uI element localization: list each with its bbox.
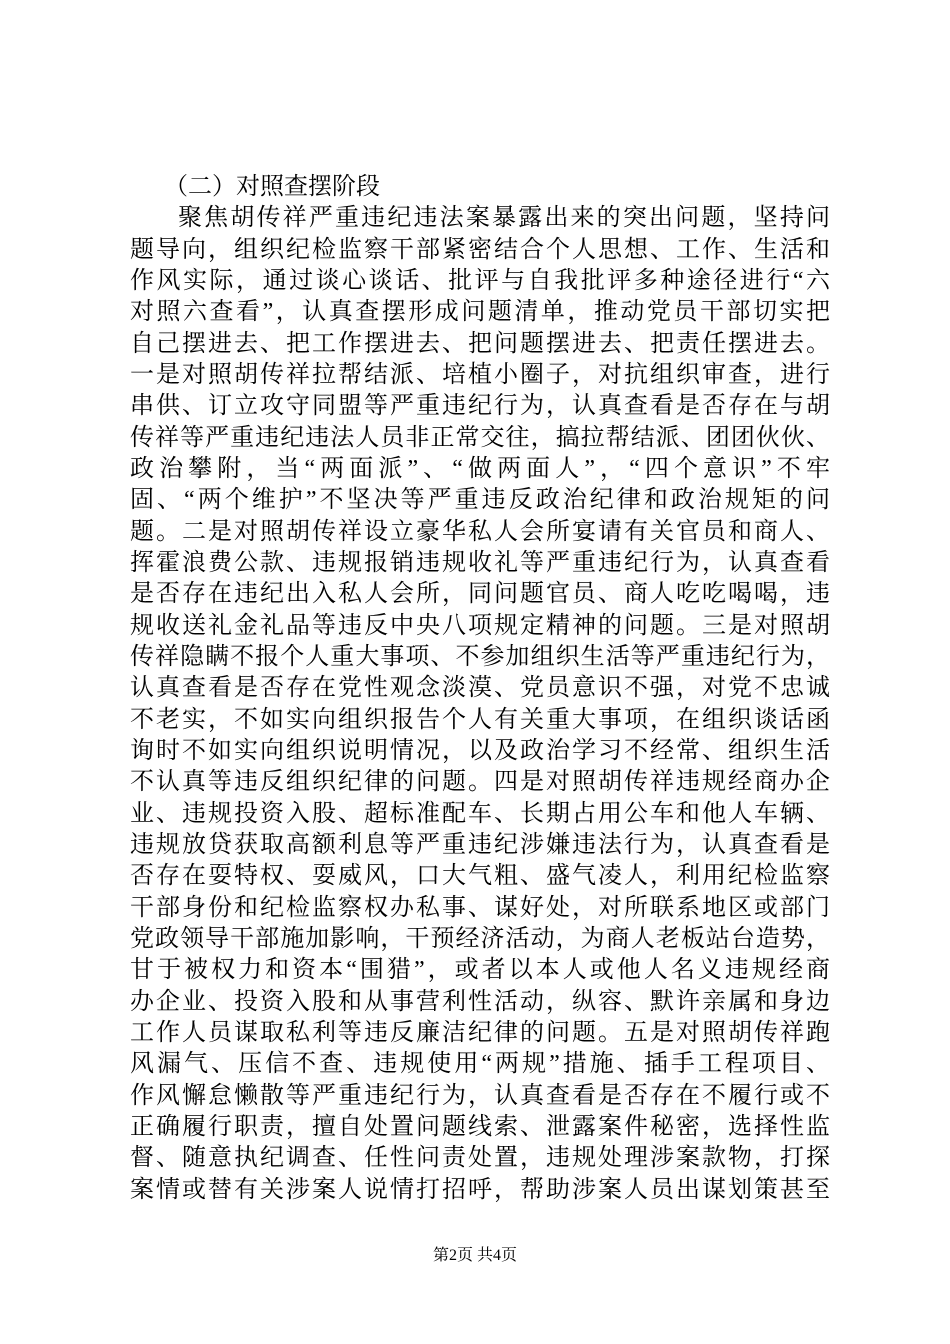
paragraph-line: 否存在耍特权、耍威风，口大气粗、盛气凌人，利用纪检监察 bbox=[130, 863, 830, 890]
paragraph-line: 是否存在违纪出入私人会所，同问题官员、商人吃吃喝喝，违 bbox=[130, 581, 830, 608]
paragraph-line: 一是对照胡传祥拉帮结派、培植小圈子，对抗组织审查，进行 bbox=[130, 361, 830, 388]
paragraph-line: 党政领导干部施加影响，干预经济活动，为商人老板站台造势， bbox=[130, 925, 830, 952]
paragraph-line: 作风实际，通过谈心谈话、批评与自我批评多种途径进行“六 bbox=[130, 267, 830, 294]
paragraph-line: 认真查看是否存在党性观念淡漠、党员意识不强，对党不忠诚 bbox=[130, 675, 830, 702]
paragraph-line: 正确履行职责，擅自处置问题线索、泄露案件秘密，选择性监 bbox=[130, 1113, 830, 1140]
paragraph-line: 挥霍浪费公款、违规报销违规收礼等严重违纪行为，认真查看 bbox=[130, 549, 830, 576]
paragraph-line: 固、“两个维护”不坚决等严重违反政治纪律和政治规矩的问 bbox=[130, 487, 830, 514]
body-text bbox=[130, 172, 830, 1206]
paragraph-line: 案情或替有关涉案人说情打招呼，帮助涉案人员出谋划策甚至 bbox=[130, 1176, 830, 1203]
section-heading: （二）对照查摆阶段 bbox=[164, 174, 380, 200]
paragraph-line: 督、随意执纪调查、任性问责处置，违规处理涉案款物，打探 bbox=[130, 1145, 830, 1172]
paragraph-line: 干部身份和纪检监察权办私事、谋好处，对所联系地区或部门 bbox=[130, 894, 830, 921]
paragraph-line: 自己摆进去、把工作摆进去、把问题摆进去、把责任摆进去。 bbox=[130, 330, 830, 357]
paragraph-line: 业、违规投资入股、超标准配车、长期占用公车和他人车辆、 bbox=[130, 800, 830, 827]
paragraph-line: 作风懈怠懒散等严重违纪行为，认真查看是否存在不履行或不 bbox=[130, 1082, 830, 1109]
paragraph-line: 题导向，组织纪检监察干部紧密结合个人思想、工作、生活和 bbox=[130, 236, 830, 263]
paragraph-line: 违规放贷获取高额利息等严重违纪涉嫌违法行为，认真查看是 bbox=[130, 831, 830, 858]
paragraph-line: 聚焦胡传祥严重违纪违法案暴露出来的突出问题，坚持问 bbox=[178, 205, 830, 232]
paragraph-line: 规收送礼金礼品等违反中央八项规定精神的问题。三是对照胡 bbox=[130, 612, 830, 639]
paragraph-line: 对照六查看”，认真查摆形成问题清单，推动党员干部切实把 bbox=[130, 299, 830, 326]
paragraph-line: 政治攀附，当“两面派”、“做两面人”，“四个意识”不牢 bbox=[130, 455, 830, 482]
paragraph-line: 工作人员谋取私利等违反廉洁纪律的问题。五是对照胡传祥跑 bbox=[130, 1019, 830, 1046]
page-number-footer: 第2页 共4页 bbox=[432, 1247, 517, 1264]
paragraph-line: 询时不如实向组织说明情况，以及政治学习不经常、组织生活 bbox=[130, 737, 830, 764]
paragraph-line: 传祥等严重违纪违法人员非正常交往，搞拉帮结派、团团伙伙、 bbox=[130, 424, 830, 451]
paragraph-line: 不认真等违反组织纪律的问题。四是对照胡传祥违规经商办企 bbox=[130, 769, 830, 796]
paragraph-line: 办企业、投资入股和从事营利性活动，纵容、默许亲属和身边 bbox=[130, 988, 830, 1015]
paragraph-line: 串供、订立攻守同盟等严重违纪行为，认真查看是否存在与胡 bbox=[130, 393, 830, 420]
paragraph-line: 不老实，不如实向组织报告个人有关重大事项，在组织谈话函 bbox=[130, 706, 830, 733]
paragraph-line: 传祥隐瞒不报个人重大事项、不参加组织生活等严重违纪行为， bbox=[130, 643, 830, 670]
paragraph-line: 题。二是对照胡传祥设立豪华私人会所宴请有关官员和商人、 bbox=[130, 518, 830, 545]
paragraph-line: 甘于被权力和资本“围猎”，或者以本人或他人名义违规经商 bbox=[130, 957, 830, 984]
paragraph-line: 风漏气、压信不查、违规使用“两规”措施、插手工程项目、 bbox=[130, 1051, 830, 1078]
